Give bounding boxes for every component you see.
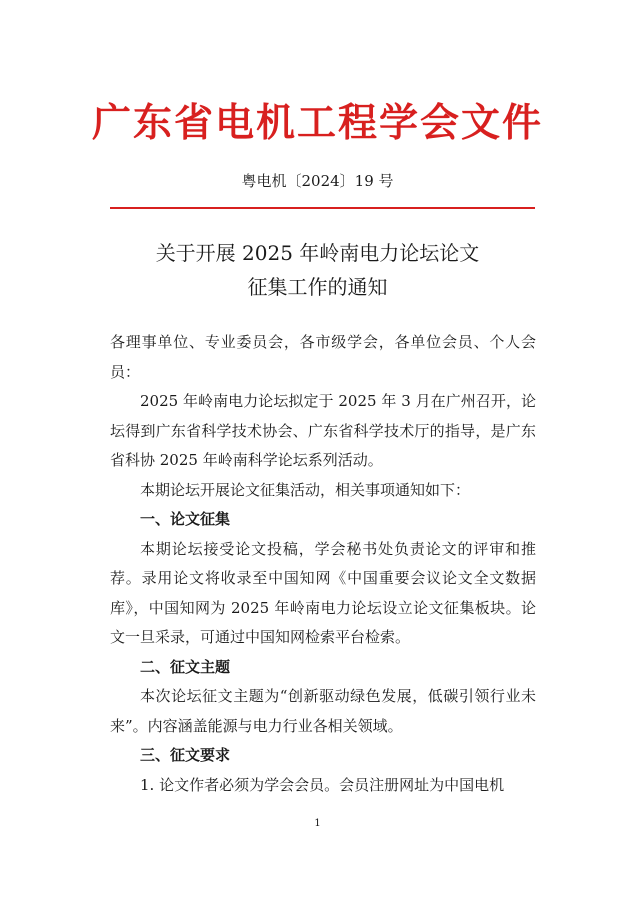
paragraph-call-for-papers: 本期论坛开展论文征集活动，相关事项通知如下： xyxy=(140,480,471,499)
paragraph-paper-collection: 本期论坛接受论文投稿，学会秘书处负责论文的评审和推荐。录用论文将收录至中国知网《中国重要会议论文全文数据库》，中国知网为 2025 年岭南电力论坛设立论文征集板块。论文一旦采录，可通过中国知网检索平台检索。 xyxy=(110,539,536,646)
notice-title-line-1: 关于开展 2025 年岭南电力论坛论文 xyxy=(155,241,480,265)
red-divider-line xyxy=(110,207,535,209)
notice-title-line-2: 征集工作的通知 xyxy=(247,275,388,299)
section-heading-paper-collection: 一、论文征集 xyxy=(140,510,231,528)
organization-title: 广东省电机工程学会文件 xyxy=(91,101,543,146)
salutation: 各理事单位、专业委员会，各市级学会，各单位会员、个人会员： xyxy=(110,333,536,381)
notice-title xyxy=(0,236,635,304)
section-heading-theme: 二、征文主题 xyxy=(140,657,231,676)
document-number: 粤电机〔2024〕19 号 xyxy=(241,172,394,190)
paragraph-theme: 本次论坛征文主题为“创新驱动绿色发展，低碳引领行业未来”。内容涵盖能源与电力行业各相关领域。 xyxy=(110,687,536,735)
paragraph-forum-intro: 2025 年岭南电力论坛拟定于 2025 年 3 月在广州召开，论坛得到广东省科学技术协会、广东省科学技术厅的指导，是广东省科协 2025 年岭南科学论坛系列活动。 xyxy=(110,392,536,469)
notice-body xyxy=(110,328,536,800)
page-number: 1 xyxy=(314,818,321,829)
section-heading-requirements: 三、征文要求 xyxy=(140,746,231,764)
requirement-item-1: 1. 论文作者必须为学会会员。会员注册网址为中国电机 xyxy=(140,775,505,794)
